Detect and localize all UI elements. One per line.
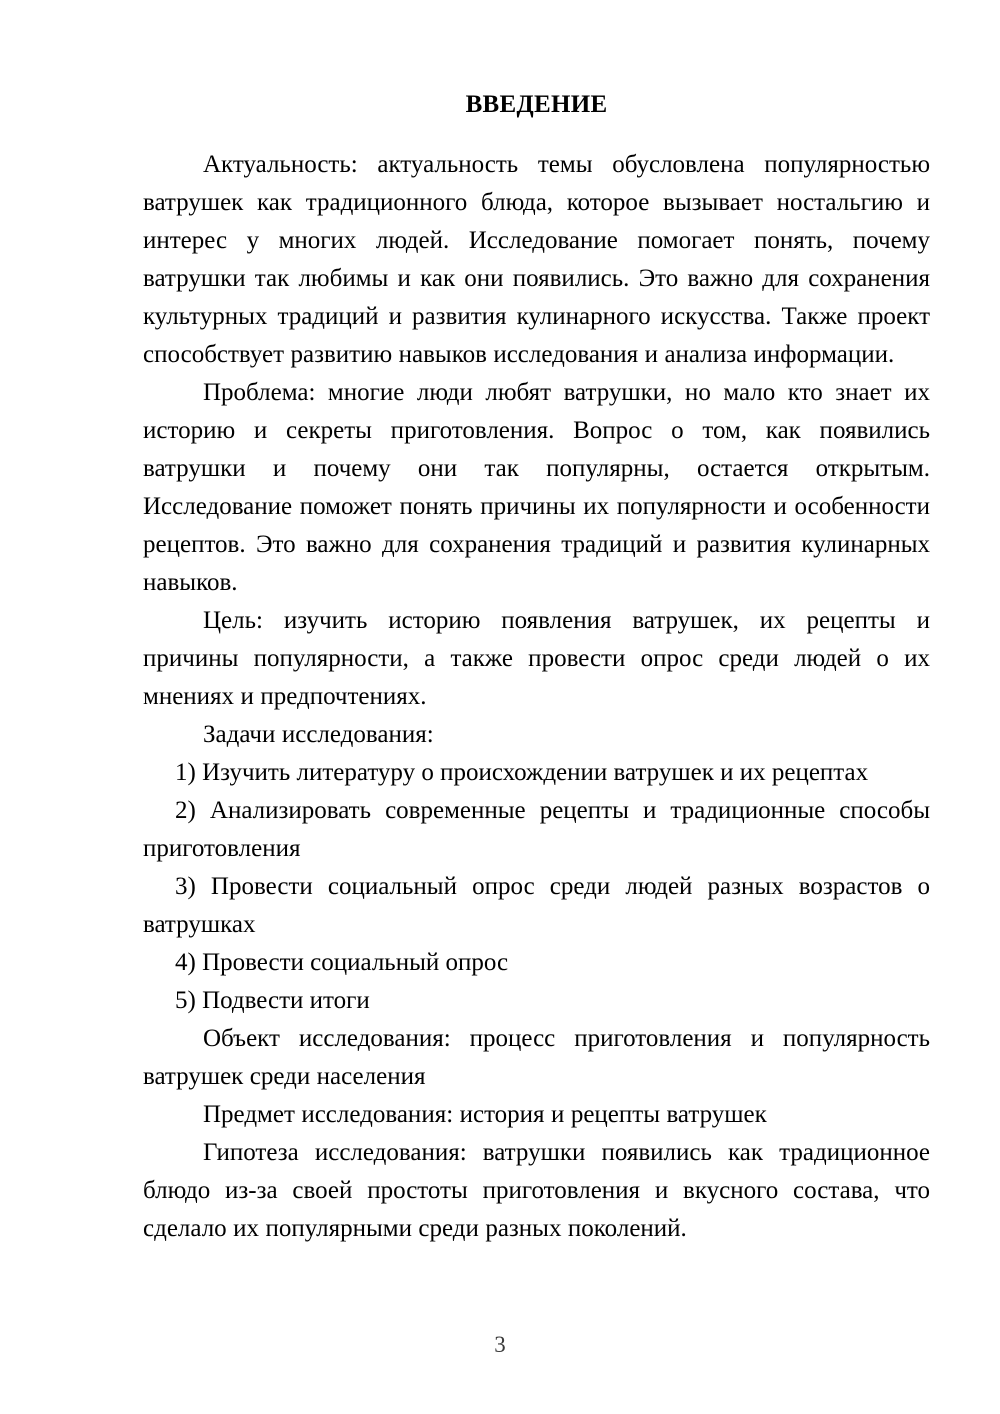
list-item: 1) Изучить литературу о происхождении ватрушек и их рецептах: [175, 759, 869, 786]
list-item: 4) Провести социальный опрос: [175, 949, 509, 976]
paragraph-problem: Проблема: многие люди любят ватрушки, но мало кто знает их историю и секреты приготовления. Вопрос о том, как появились ватрушки и почему они так популярны, остается открытым. Исследование поможет понять причины их популярности и особенности рецептов. Это важно для сохранения традиций и развития кулинарных навыков.: [143, 379, 930, 596]
tasks-heading: Задачи исследования:: [203, 721, 434, 748]
page-title: ВВЕДЕНИЕ: [465, 91, 608, 118]
list-item: 5) Подвести итоги: [175, 987, 370, 1014]
list-item: 2) Анализировать современные рецепты и традиционные способы приготовления: [143, 797, 930, 862]
paragraph-hypothesis: Гипотеза исследования: ватрушки появились как традиционное блюдо из-за своей простоты приготовления и вкусного состава, что сделало их популярными среди разных поколений.: [143, 1139, 930, 1242]
paragraph-goal: Цель: изучить историю появления ватрушек, их рецепты и причины популярности, а также провести опрос среди людей о их мнениях и предпочтениях.: [143, 607, 930, 710]
list-item: 3) Провести социальный опрос среди людей разных возрастов о ватрушках: [143, 873, 930, 938]
paragraph-object: Объект исследования: процесс приготовления и популярность ватрушек среди населения: [143, 1025, 930, 1090]
page-number: 3: [494, 1332, 506, 1357]
paragraph-relevance: Актуальность: актуальность темы обусловлена популярностью ватрушек как традиционного блюда, которое вызывает ностальгию и интерес у многих людей. Исследование помогает понять, почему ватрушки так любимы и как они появились. Это важно для сохранения культурных традиций и развития кулинарного искусства. Также проект способствует развитию навыков исследования и анализа информации.: [143, 151, 930, 368]
page-content: [143, 86, 930, 1248]
paragraph-subject: Предмет исследования: история и рецепты ватрушек: [203, 1101, 767, 1128]
